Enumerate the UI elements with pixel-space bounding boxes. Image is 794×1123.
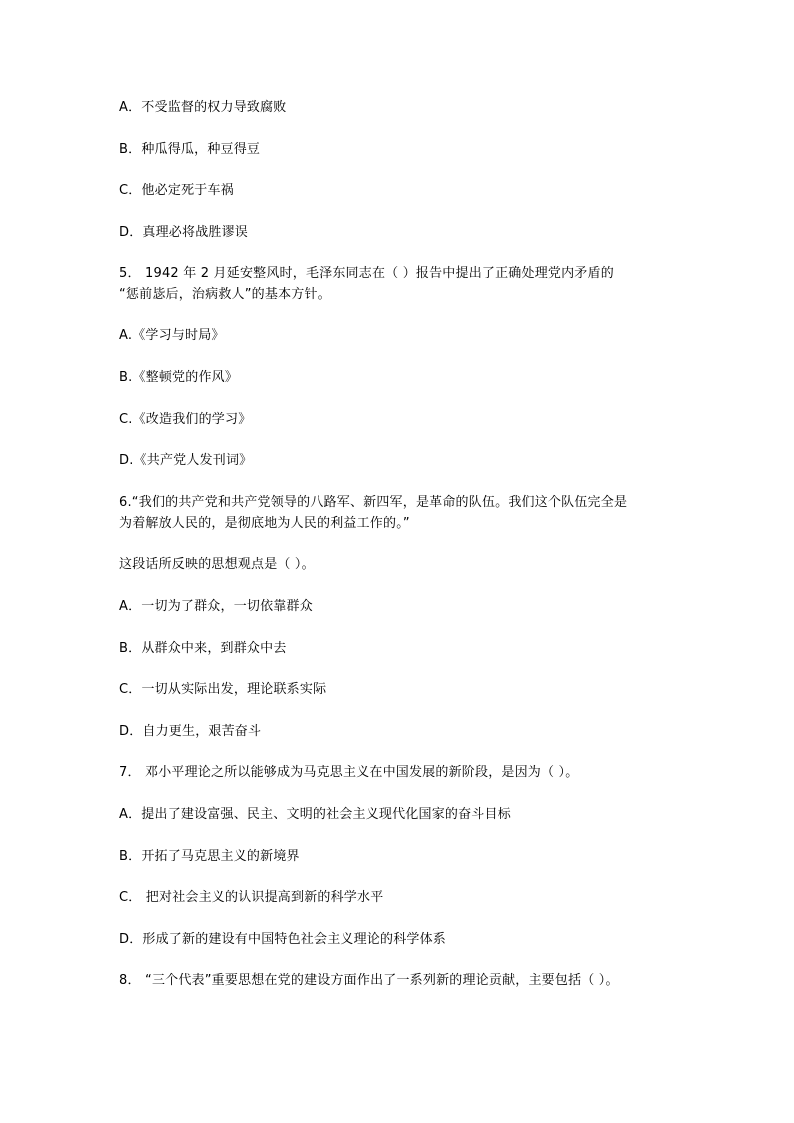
q7-option-d: D．形成了新的建设有中国特色社会主义理论的科学体系	[119, 932, 447, 947]
q8-stem: 8． “三个代表”重要思想在党的建设方面作出了一系列新的理论贡献，主要包括（ ）。	[119, 973, 619, 988]
q5-stem-line2: “惩前毖后，治病救人”的基本方针。	[119, 287, 331, 302]
q4-option-c: C．他必定死于车祸	[119, 183, 234, 198]
q7-option-c: C． 把对社会主义的认识提高到新的科学水平	[119, 890, 384, 905]
q7-stem: 7． 邓小平理论之所以能够成为马克思主义在中国发展的新阶段，是因为（ ）。	[119, 765, 579, 780]
q5-option-b: B.《整顿党的作风》	[119, 370, 239, 385]
q6-option-b: B．从群众中来，到群众中去	[119, 641, 287, 656]
q5-option-c: C.《改造我们的学习》	[119, 412, 252, 427]
q7-option-b: B．开拓了马克思主义的新境界	[119, 849, 300, 864]
q6-stem-line1: 6.“我们的共产党和共产党领导的八路军、新四军，是革命的队伍。我们这个队伍完全是	[119, 495, 628, 510]
q5-option-d: D.《共产党人发刊词》	[119, 453, 253, 468]
q4-option-b: B．种瓜得瓜，种豆得豆	[119, 142, 261, 157]
q6-option-a: A．一切为了群众，一切依靠群众	[119, 599, 313, 614]
q6-stem-line2: 为着解放人民的，是彻底地为人民的利益工作的。”	[119, 516, 410, 531]
q6-option-d: D．自力更生，艰苦奋斗	[119, 724, 262, 739]
q4-option-a: A．不受监督的权力导致腐败	[119, 100, 287, 115]
q6-stem-line3: 这段话所反映的思想观点是（ ）。	[119, 557, 315, 572]
q4-option-d: D．真理必将战胜谬误	[119, 225, 249, 240]
q5-option-a: A.《学习与时局》	[119, 328, 225, 343]
q6-option-c: C．一切从实际出发，理论联系实际	[119, 682, 327, 697]
q7-option-a: A．提出了建设富强、民主、文明的社会主义现代化国家的奋斗目标	[119, 807, 511, 822]
q5-stem-line1: 5． 1942 年 2 月延安整风时，毛泽东同志在（ ）报告中提出了正确处理党内矛盾的	[119, 266, 614, 281]
